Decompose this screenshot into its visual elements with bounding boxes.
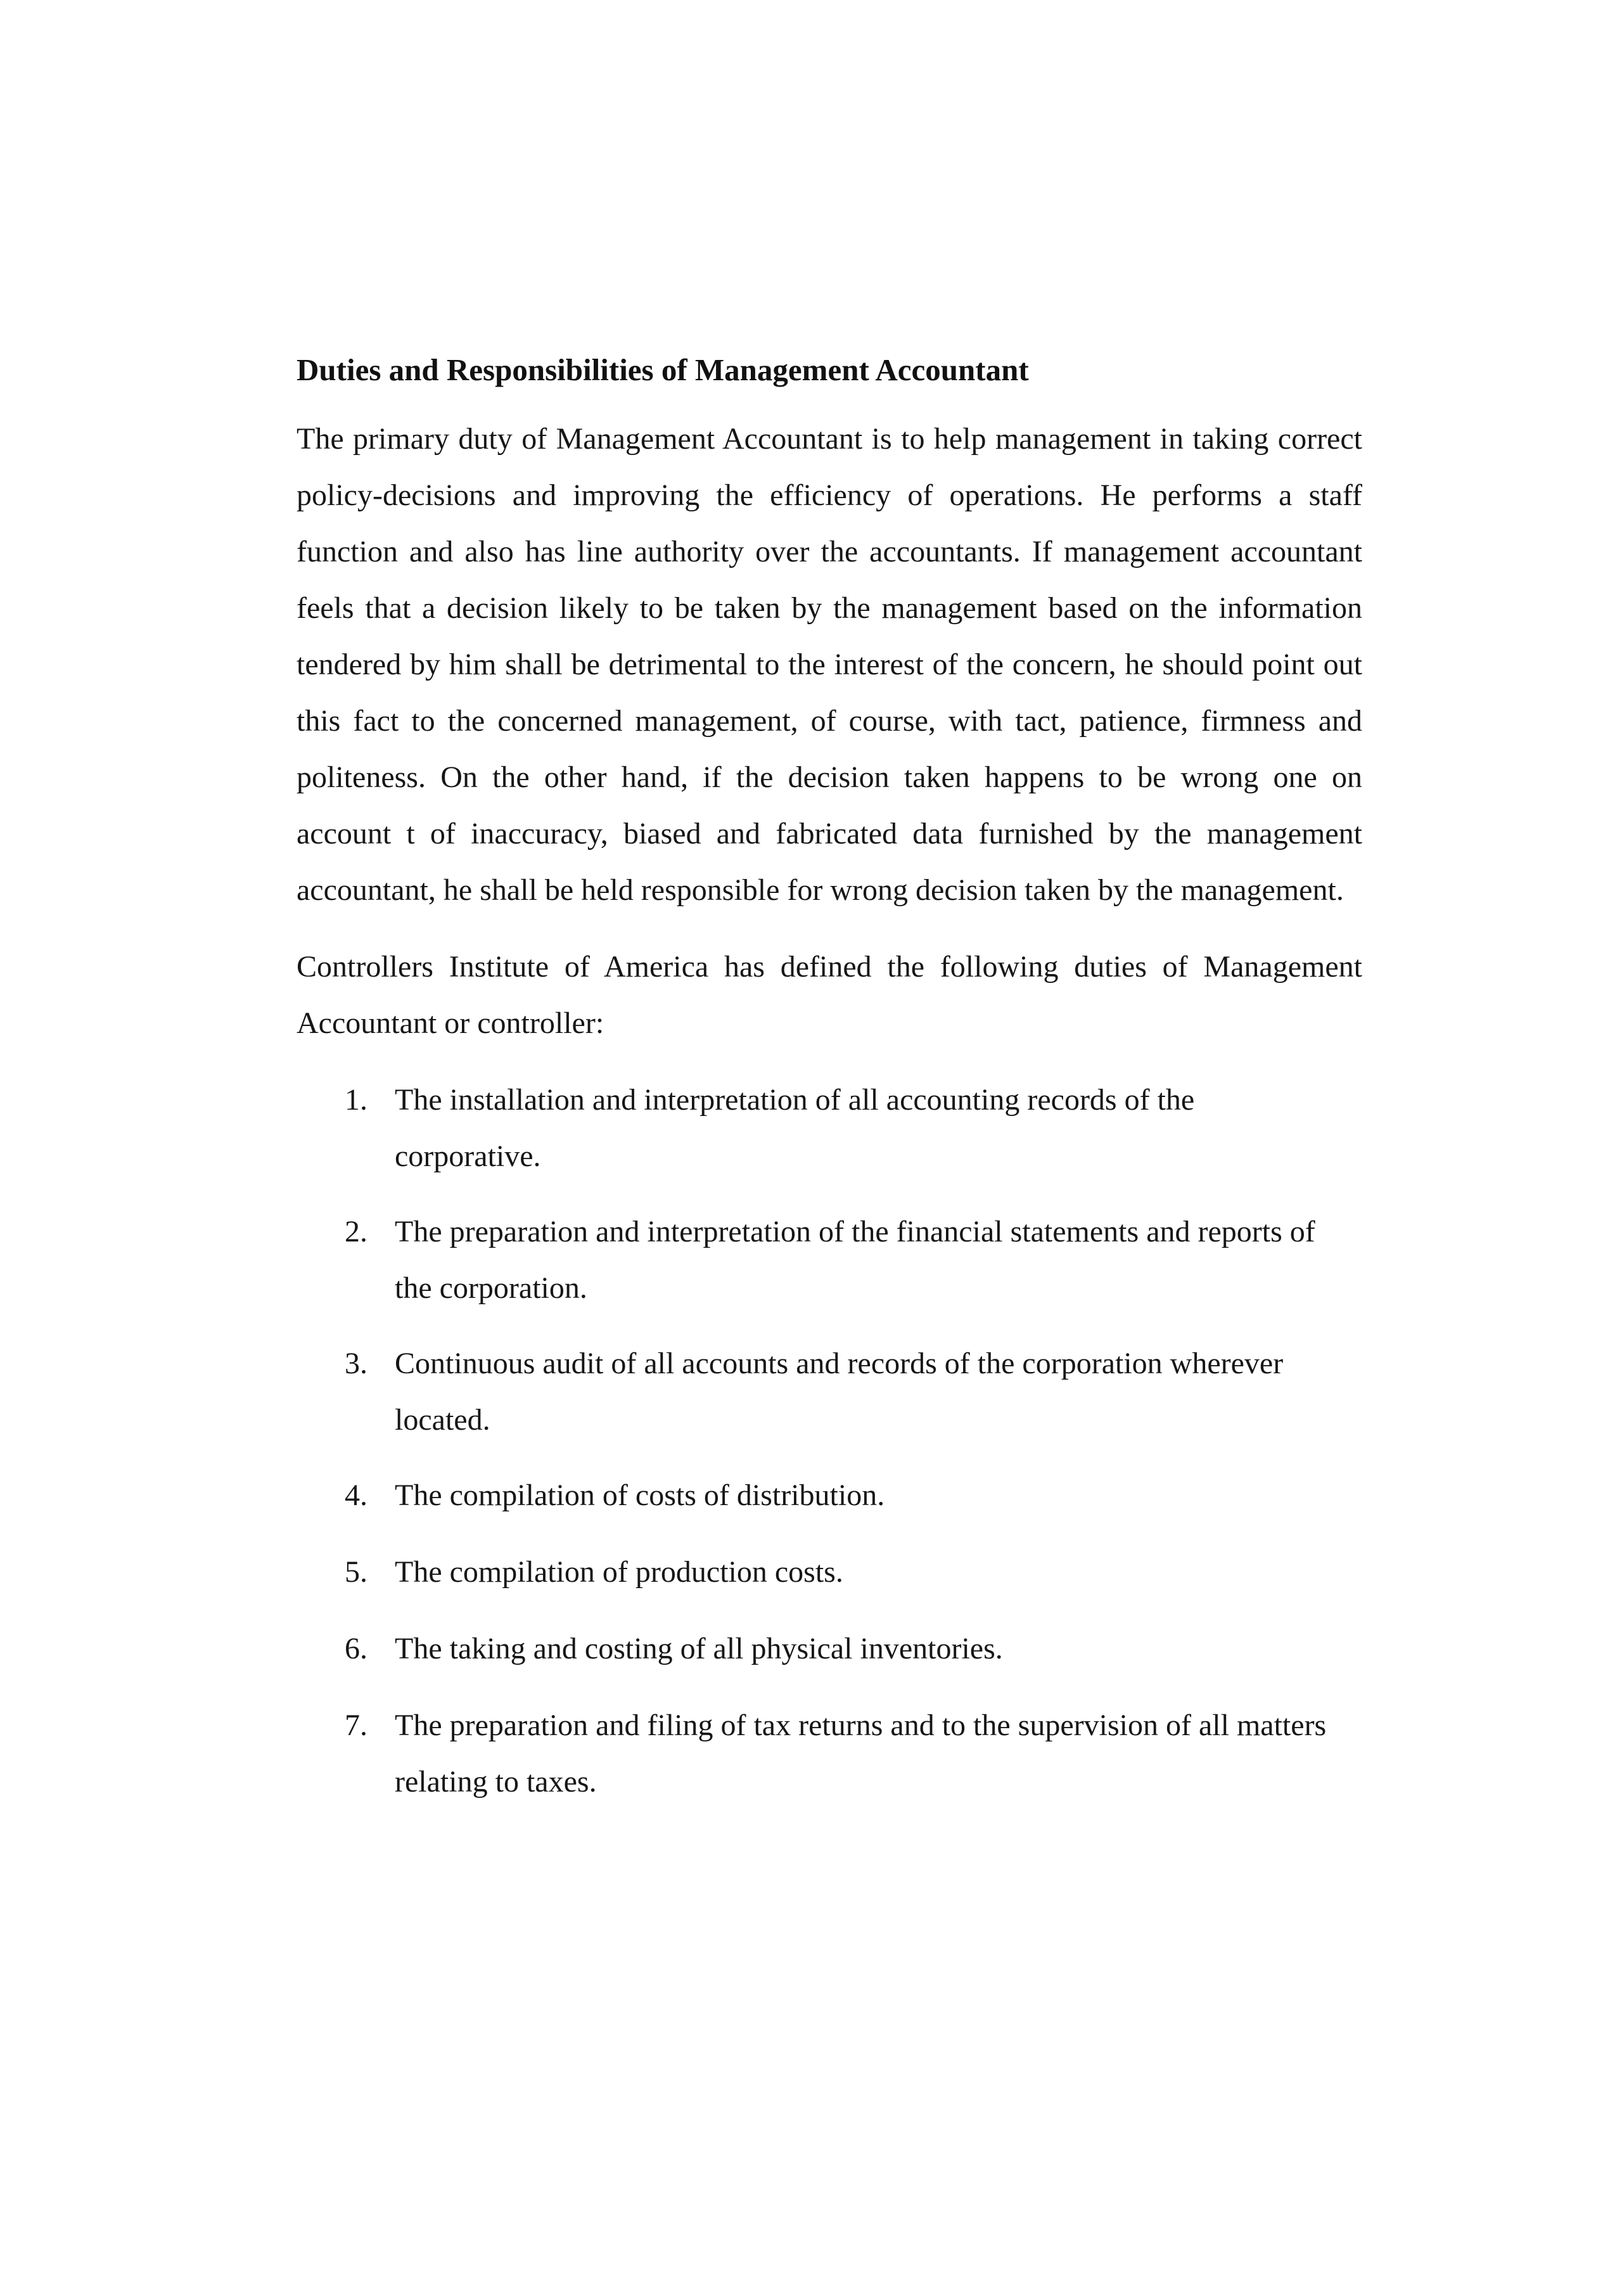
list-item-number: 5. [345,1555,367,1589]
list-item-text: Continuous audit of all accounts and records of the corporation wherever located. [395,1347,1284,1437]
list-item [297,1203,1362,1316]
list-item [297,1072,1362,1184]
list-item-text: The compilation of production costs. [395,1555,843,1589]
list-item-text: The preparation and interpretation of the financial statements and reports of the corporation. [395,1215,1315,1305]
list-item [297,1467,1362,1523]
list-item-number: 7. [345,1709,367,1742]
intro-paragraph: The primary duty of Management Accountant is to help management in taking correct policy-decisions and improving the efficiency of operations. He performs a staff function and also has line authority over the accountants. If management accountant feels that a decision likely to be taken by the management based on the information tendered by him shall be detrimental to the interest of the concern, he should point out this fact to the concerned management, of course, with tact, patience, firmness and politeness. On the other hand, if the decision taken happens to be wrong one on account t of inaccuracy, biased and fabricated data furnished by the management accountant, he shall be held responsible for wrong decision taken by the management. [297,422,1362,907]
document-heading: Duties and Responsibilities of Management Accountant [297,352,1029,387]
list-item-text: The taking and costing of all physical inventories. [395,1632,1003,1665]
duties-list [297,1072,1362,1810]
list-item-number: 6. [345,1632,367,1665]
document-content [297,347,1362,1810]
duties-intro-paragraph: Controllers Institute of America has defined the following duties of Management Accountant or controller: [297,950,1362,1040]
list-item [297,1544,1362,1600]
list-item [297,1697,1362,1810]
list-item-text: The compilation of costs of distribution. [395,1478,885,1512]
list-item-number: 2. [345,1215,367,1248]
list-item-text: The installation and interpretation of all accounting records of the corporative. [395,1083,1195,1173]
list-item [297,1335,1362,1448]
list-item-number: 4. [345,1478,367,1512]
list-item-text: The preparation and filing of tax returns and to the supervision of all matters relating to taxes. [395,1709,1327,1799]
list-item-number: 1. [345,1083,367,1117]
list-item [297,1620,1362,1677]
list-item-number: 3. [345,1347,367,1380]
